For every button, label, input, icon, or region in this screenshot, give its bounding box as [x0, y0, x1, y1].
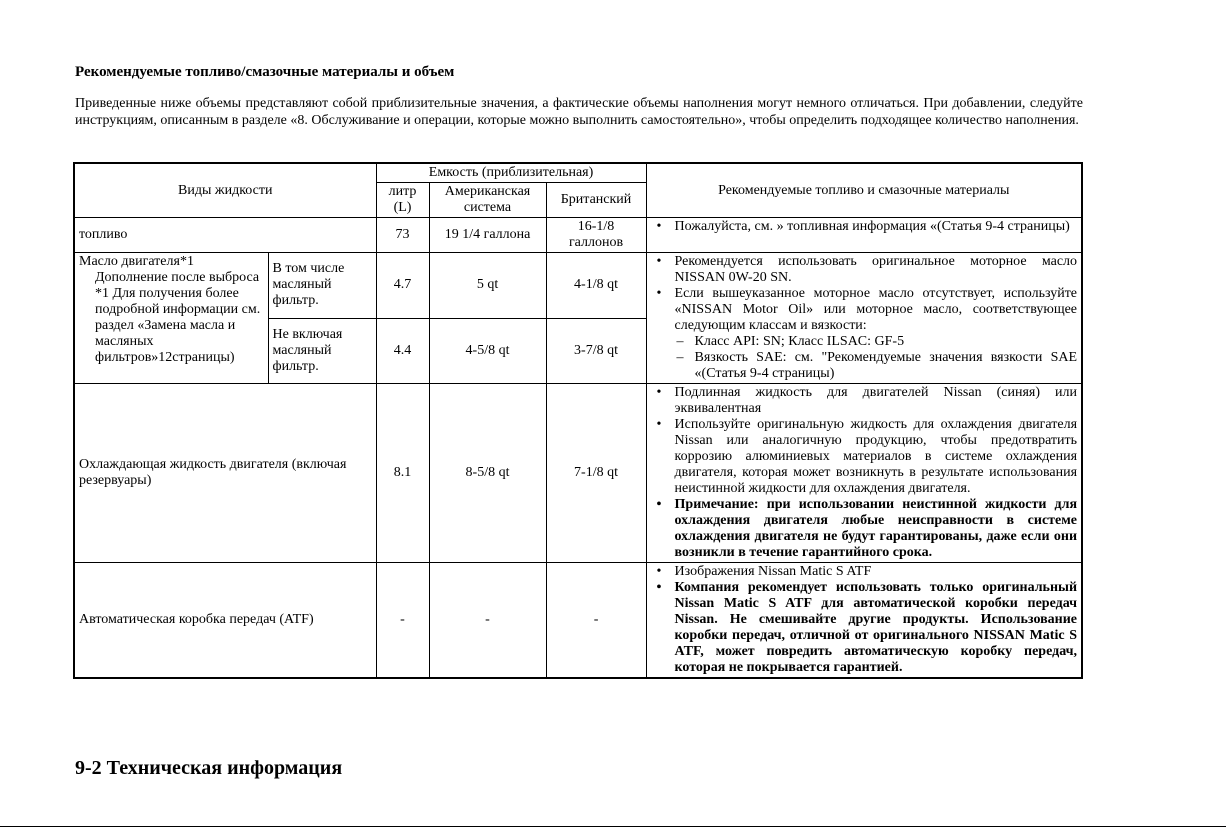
oil-with-filter-american: 5 qt — [429, 253, 546, 319]
coolant-warning: • Примечание: при использовании неистинной жидкости для охлаждения двигателя любые неисправности в системе охлаждения двигателя не будут гарантированы, даже если они возникли в течение гарантийного срока. — [651, 497, 1078, 561]
oil-name-cell — [74, 253, 268, 384]
atf-warning: • Компания рекомендует использовать только оригинальный Nissan Matic S ATF для автоматической коробки передач Nissan. Не смешивайте другие продукты. Использование коробки передач, отличной от оригинального NISSAN Matic S ATF, может повредить автоматическую коробку передач, которая не покрывается гарантией. — [651, 580, 1078, 676]
header-capacity: Емкость (приблизительная) — [376, 163, 646, 183]
section-heading: Рекомендуемые топливо/смазочные материалы и объем — [75, 64, 455, 80]
oil-note-text: Если вышеуказанное моторное масло отсутствует, используйте «NISSAN Motor Oil» или моторное масло, соответствующее следующим классам и вязкости: — [674, 286, 1078, 333]
oil-without-filter-label: Не включая масляный фильтр. — [268, 318, 376, 384]
bottom-rule — [0, 826, 1226, 827]
header-recommended: Рекомендуемые топливо и смазочные материалы — [646, 163, 1082, 218]
coolant-liter: 8.1 — [376, 384, 429, 563]
coolant-name: Охлаждающая жидкость двигателя (включая резервуары) — [74, 384, 376, 563]
oil-notes — [646, 253, 1082, 384]
table-row-oil-with-filter — [74, 253, 1082, 319]
table-row-coolant — [74, 384, 1082, 563]
oil-note: • Рекомендуется использовать оригинальное моторное масло NISSAN 0W-20 SN. — [651, 254, 1078, 286]
header-row — [74, 163, 1082, 183]
header-fluid-types: Виды жидкости — [74, 163, 376, 218]
fuel-notes — [646, 218, 1082, 253]
oil-without-filter-american: 4-5/8 qt — [429, 318, 546, 384]
oil-line2: Дополнение после выброса — [95, 270, 260, 285]
fluids-table — [73, 162, 1083, 679]
oil-with-filter-liter: 4.7 — [376, 253, 429, 319]
fuel-name: топливо — [74, 218, 376, 253]
atf-american: - — [429, 563, 546, 679]
table-row-atf — [74, 563, 1082, 679]
intro-paragraph: Приведенные ниже объемы представляют собой приблизительные значения, а фактические объемы наполнения могут немного отличаться. При добавлении, следуйте инструкциям, описанным в разделе «8. Обслуживание и операции, которые можно выполнить самостоятельно», чтобы определить подходящее количество наполнения. — [75, 96, 1083, 128]
oil-line3: *1 Для получения более подробной информации см. раздел «Замена масла и масляных фильтров»12страницы) — [95, 286, 261, 365]
oil-name: Масло двигателя*1 — [79, 254, 194, 269]
fuel-note: • Пожалуйста, см. » топливная информация «(Статья 9-4 страницы) — [651, 219, 1078, 235]
oil-with-filter-british: 4-1/8 qt — [546, 253, 646, 319]
atf-british: - — [546, 563, 646, 679]
atf-notes — [646, 563, 1082, 679]
fuel-british: 16-1/8 галлонов — [546, 218, 646, 253]
oil-without-filter-liter: 4.4 — [376, 318, 429, 384]
atf-liter: - — [376, 563, 429, 679]
oil-subnote: – Вязкость SAE: см. "Рекомендуемые значения вязкости SAE «(Статья 9-4 страницы) — [675, 350, 1078, 382]
atf-name: Автоматическая коробка передач (ATF) — [74, 563, 376, 679]
page-footer: 9-2 Техническая информация — [75, 757, 343, 779]
header-american: Американская система — [429, 183, 546, 218]
coolant-american: 8-5/8 qt — [429, 384, 546, 563]
header-british: Британский — [546, 183, 646, 218]
coolant-note: • Используйте оригинальную жидкость для охлаждения двигателя Nissan или аналогичную продукцию, чтобы предотвратить коррозию алюминиевых материалов в системе охлаждения двигателя, которая может возникнуть в результате использования неистинной жидкости для охлаждения двигателя. — [651, 417, 1078, 497]
table-row-fuel — [74, 218, 1082, 253]
coolant-note: • Подлинная жидкость для двигателей Nissan (синяя) или эквивалентная — [651, 385, 1078, 417]
fuel-american: 19 1/4 галлона — [429, 218, 546, 253]
fuel-liter: 73 — [376, 218, 429, 253]
oil-subnote: – Класс API: SN; Класс ILSAC: GF-5 — [675, 334, 1078, 350]
atf-note: • Изображения Nissan Matic S ATF — [651, 564, 1078, 580]
oil-without-filter-british: 3-7/8 qt — [546, 318, 646, 384]
header-liter: литр (L) — [376, 183, 429, 218]
coolant-notes — [646, 384, 1082, 563]
oil-with-filter-label: В том числе масляный фильтр. — [268, 253, 376, 319]
oil-note — [651, 286, 1078, 382]
coolant-british: 7-1/8 qt — [546, 384, 646, 563]
